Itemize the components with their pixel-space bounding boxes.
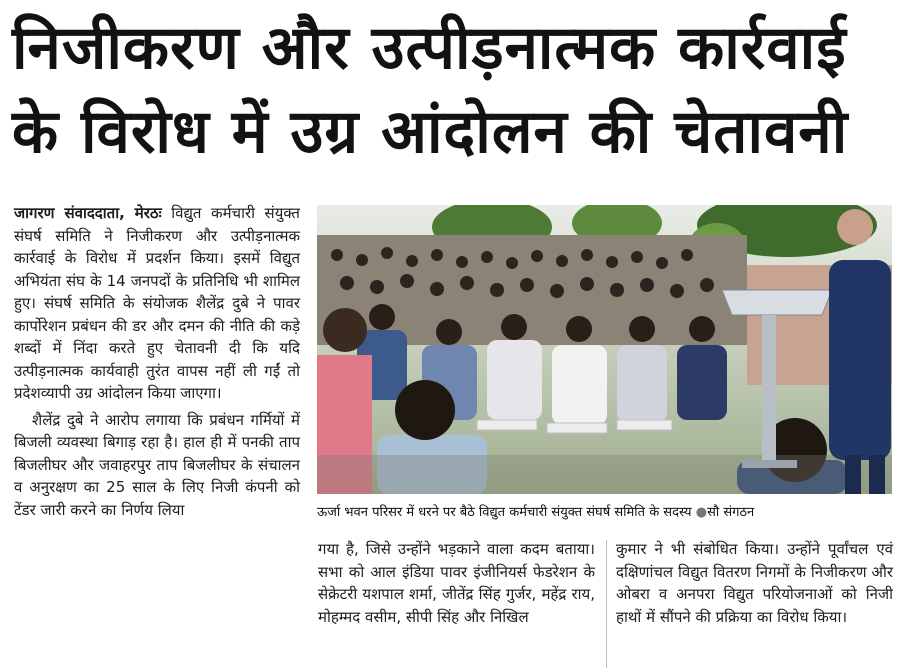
article-paragraph-2: शैलेंद्र दुबे ने आरोप लगाया कि प्रबंधन गर्मियों में बिजली व्यवस्था बिगाड़ रहा है। हाल ही में पनकी ताप बिजलीघर और जवाहरपुर ताप बिजलीघर के संचालन व अनुरक्षण का 25 साल के लिए निजी कंपनी को टेंडर जारी करने का निर्णय लिया — [14, 410, 300, 519]
news-photo — [317, 205, 892, 494]
photo-credit: सौ संगठन — [707, 505, 755, 520]
article-paragraph-1 — [14, 202, 300, 405]
byline: जागरण संवाददाता, मेरठः — [14, 204, 162, 222]
headline — [12, 6, 897, 174]
headline-line-2: के विरोध में उग्र आंदोलन की चेतावनी — [12, 97, 849, 167]
paragraph-1-text: विद्युत कर्मचारी संयुक्त संघर्ष समिति ने निजीकरण और उत्पीड़नात्मक कार्रवाई के विरोध में प्रदर्शन किया। इसमें विद्युत अभियंता संघ के 14 जनपदों के प्रतिनिधि भी शामिल हुए। संघर्ष समिति के संयोजक शैलेंद्र दुबे ने पावर कार्पोरेशन प्रबंधन की डर और दमन की नीति की कड़े शब्दों में निंदा करते हुए चेतावनी दी कि यदि उत्पीड़नात्मक कार्यवाही तुरंत वापस नहीं ली गईं तो प्रदेशव्यापी उग्र आंदोलन किया जाएगा। — [14, 204, 300, 402]
article-column-2: गया है, जिसे उन्होंने भड़काने वाला कदम बताया। सभा को आल इंडिया पावर इंजीनियर्स फेडरेशन के सेक्रेटरी यशपाल शर्मा, जीतेंद्र सिंह गुर्जर, महेंद्र राय, मोहम्मद वसीम, सीपी सिंह और निखिल — [318, 540, 595, 626]
headline-line-1: निजीकरण और उत्पीड़नात्मक कार्रवाई — [12, 13, 847, 83]
caption-text: ऊर्जा भवन परिसर में धरने पर बैठे विद्युत कर्मचारी संयुक्त संघर्ष समिति के सदस्य — [317, 505, 692, 520]
protest-meeting-photo — [317, 205, 892, 494]
article-column-1 — [14, 202, 300, 521]
credit-bullet-icon: ● — [695, 505, 708, 520]
column-divider — [606, 540, 607, 668]
article-column-3: कुमार ने भी संबोधित किया। उन्होंने पूर्वांचल एवं दक्षिणांचल विद्युत वितरण निगमों के निजीकरण और ओबरा व अनपरा विद्युत परियोजनाओं को निजी हाथों में सौंपने की प्रक्रिया का विरोध किया। — [616, 540, 893, 626]
photo-caption — [317, 500, 892, 526]
